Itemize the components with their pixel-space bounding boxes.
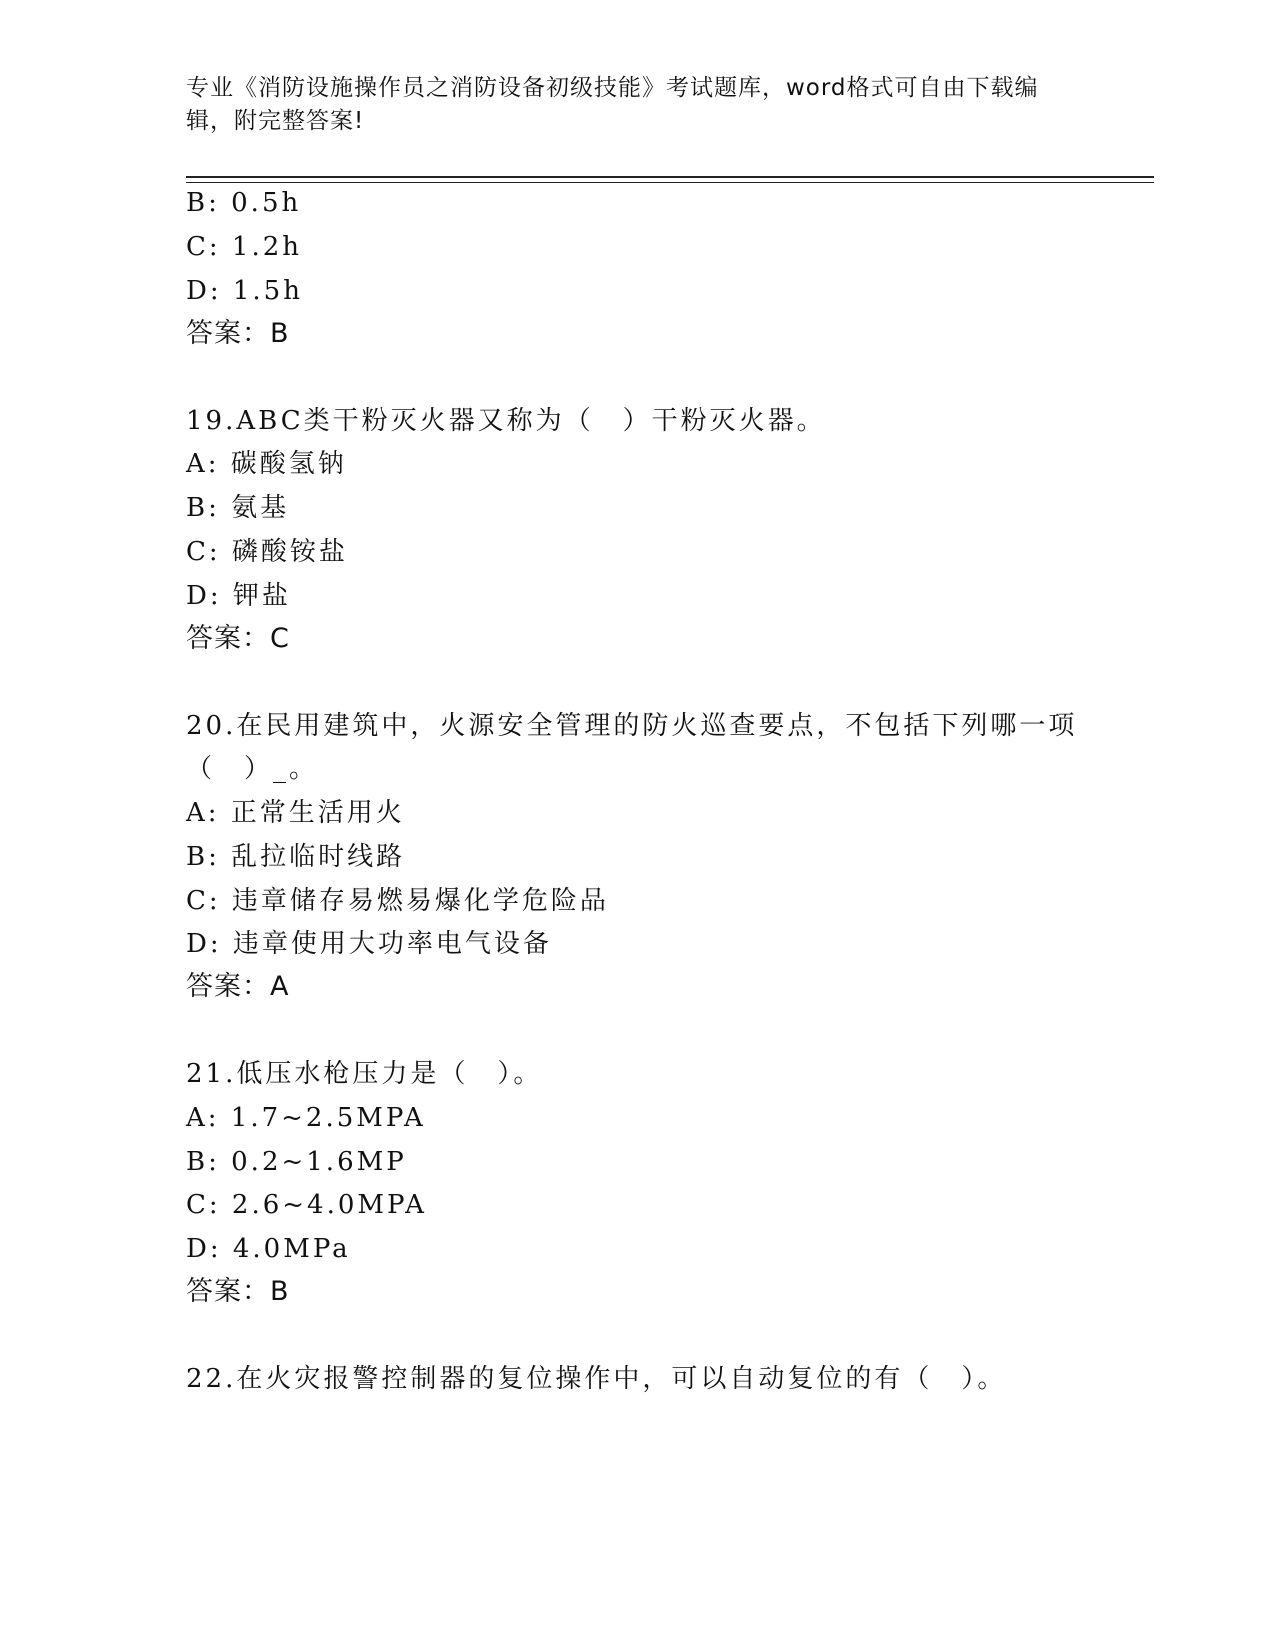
q21-stem: 21.低压水枪压力是（ ）。 (186, 1059, 543, 1089)
q21-answer: 答案：B (186, 1276, 290, 1307)
q20-option-a: A: 正常生活用火 (186, 798, 405, 828)
prev-option-c: C: 1.2h (186, 232, 303, 262)
q19-option-a: A: 碳酸氢钠 (186, 449, 347, 479)
q20-option-c: C: 违章储存易燃易爆化学危险品 (186, 886, 609, 916)
q22-stem: 22.在火灾报警控制器的复位操作中，可以自动复位的有（ ）。 (186, 1364, 1007, 1394)
q19-stem: 19.ABC类干粉灭火器又称为（ ）干粉灭火器。 (186, 406, 826, 436)
prev-option-b: B: 0.5h (186, 188, 302, 218)
q21-option-b: B: 0.2~1.6MP (186, 1147, 407, 1177)
q19-option-d: D: 钾盐 (186, 581, 291, 611)
document-header: 专业《消防设施操作员之消防设备初级技能》考试题库，word格式可自由下载编辑，附完整答案! (186, 75, 1039, 134)
header-rule-thick (186, 176, 1154, 178)
q20-option-d: D: 违章使用大功率电气设备 (186, 929, 552, 959)
prev-answer: 答案：B (186, 318, 290, 349)
q21-option-a: A: 1.7~2.5MPA (186, 1103, 426, 1133)
q20-stem-line1: 20.在民用建筑中，火源安全管理的防火巡查要点，不包括下列哪一项 (186, 711, 1078, 741)
q19-option-c: C: 磷酸铵盐 (186, 537, 348, 567)
q21-option-c: C: 2.6~4.0MPA (186, 1190, 427, 1220)
q19-answer: 答案：C (186, 623, 290, 654)
q20-option-b: B: 乱拉临时线路 (186, 842, 406, 872)
q20-answer: 答案：A (186, 971, 290, 1002)
q19-option-b: B: 氨基 (186, 493, 290, 523)
q20-stem-line2: （ ）_。 (186, 754, 319, 784)
q21-option-d: D: 4.0MPa (186, 1234, 351, 1264)
header-rule-thin (186, 182, 1154, 183)
prev-option-d: D: 1.5h (186, 276, 303, 306)
